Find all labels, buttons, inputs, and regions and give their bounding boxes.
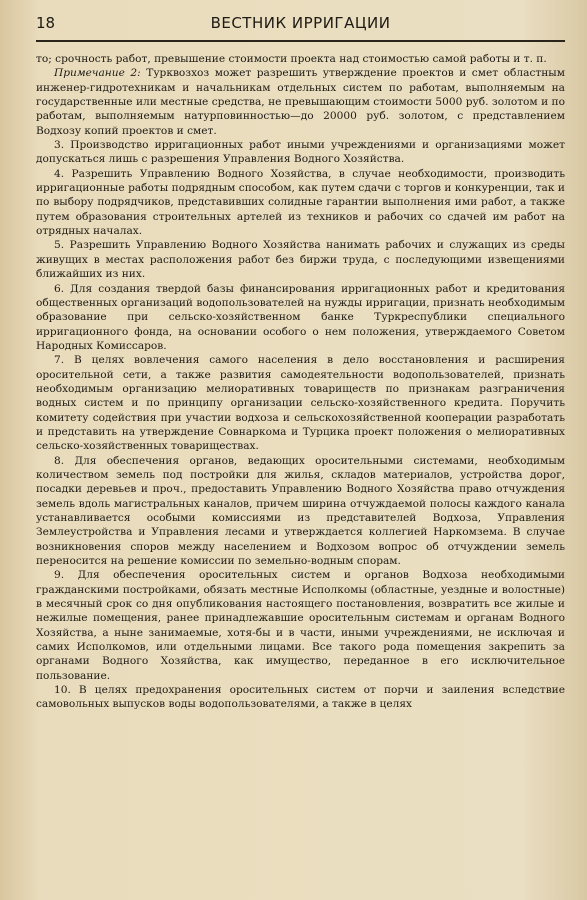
paragraph-text: 3. Производство ирригационных работ иными учреждениями и организациями может допускаться лишь с разрешения Управления Водного Хозяйства. — [36, 139, 565, 166]
note-label: Примечание 2: — [54, 67, 141, 80]
paragraph-text: 5. Разрешить Управлению Водного Хозяйства нанимать рабочих и служащих из среды живущих в местах расположения работ без биржи труда, с последующими извещениями ближайших из них. — [36, 239, 565, 281]
paragraph-text: 7. В целях вовлечения самого населения в дело восстановления и расширения оросительной сети, а также развития самодеятельности водопользователей, признать необходимым организацию мелиоративных товариществ по признакам разграничения водных систем и по принципу организации сельско-хозяйственного кредита. Поручить комитету содействия при участии водхоза и сельскохозяйственной кооперации разработать и представить на утверждение Совнаркома и Турцика проект положения о мелиоративных сельско-хозяйственных товариществах. — [36, 354, 565, 453]
paragraph-9 — [36, 568, 565, 683]
article-body — [36, 52, 565, 712]
page-number: 18 — [36, 14, 56, 32]
paragraph-text: 6. Для создания твердой базы финансирования ирригационных работ и кредитования общественных организаций водопользователей на нужды ирригации, признать необходимым образование при сельско-хозяйственном банке Туркреспублики специального ирригационного фонда, на основании особого о нем положения, утверждаемого Советом Народных Комиссаров. — [36, 282, 565, 352]
paragraph-text: 10. В целях предохранения оросительных систем от порчи и заиления вследствие самовольных выпусков воды водопользователями, а также в целях — [36, 684, 565, 711]
paragraph-text: 8. Для обеспечения органов, ведающих оросительными системами, необходимым количеством земель под постройки для жилья, складов материалов, устройства дорог, посадки деревьев и проч., предоставить Управлению Водного Хозяйства право отчуждения земель вдоль магистральных каналов, причем ширина отчуждаемой полосы каждого канала устанавливается особыми комиссиями из представителей Водхоза, Управления Землеустройства и Управления лесами и утверждается коллегией Наркомзема. В случае возникновения споров между населением и Водхозом вопрос об отчуждении земель переносится на решение комиссии по земельно-водным спорам. — [36, 454, 565, 568]
paragraph-8 — [36, 454, 565, 569]
paragraph-6 — [36, 282, 565, 354]
paragraph-5 — [36, 238, 565, 281]
paragraph-7 — [36, 353, 565, 453]
paragraph-text: Турквозхоз может разрешить утверждение проектов и смет областным инженер-гидротехникам и начальникам отдельных систем по работам, выполняемым на государственные или местные средства, не превышающим стоимости 5000 руб. золотом и по работам, выполняемым натурповинностью—до 20000 руб. золотом, с представлением Водхозу копий проектов и смет. — [36, 67, 565, 137]
paragraph-4 — [36, 167, 565, 239]
page-header — [36, 14, 565, 42]
paragraph-continuation — [36, 52, 565, 66]
paragraph-text: 9. Для обеспечения оросительных систем и органов Водхоза необходимыми гражданскими постройками, обязать местные Исполкомы (областные, уездные и волостные) в месячный срок со дня опубликования настоящего постановления, возвратить все жилые и нежилые помещения, ранее принадлежавшие оросительным системам и органам Водного Хозяйства, а ныне занимаемые, хотя-бы и в части, иными учреждениями, не исключая и самих Исполкомов, или отдельными лицами. Все такого рода помещения закрепить за органами Водного Хозяйства, как имущество, переданное в его исключительное пользование. — [36, 569, 565, 682]
paragraph-note-2 — [36, 66, 565, 138]
journal-title: ВЕСТНИК ИРРИГАЦИИ — [210, 14, 391, 32]
paragraph-text: 4. Разрешить Управлению Водного Хозяйства, в случае необходимости, производить ирригационные работы подрядным способом, как путем сдачи с торгов и конкуренции, так и по выбору подрядчиков, представивших солидные гарантии выполнения ими работ, а также путем образования строительных артелей из техников и рабочих со сдачей им работ на отрядных началах. — [36, 167, 565, 238]
paragraph-3 — [36, 138, 565, 167]
paragraph-10 — [36, 683, 565, 712]
paragraph-text: то; срочность работ, превышение стоимости проекта над стоимостью самой работы и т. п. — [36, 53, 547, 65]
